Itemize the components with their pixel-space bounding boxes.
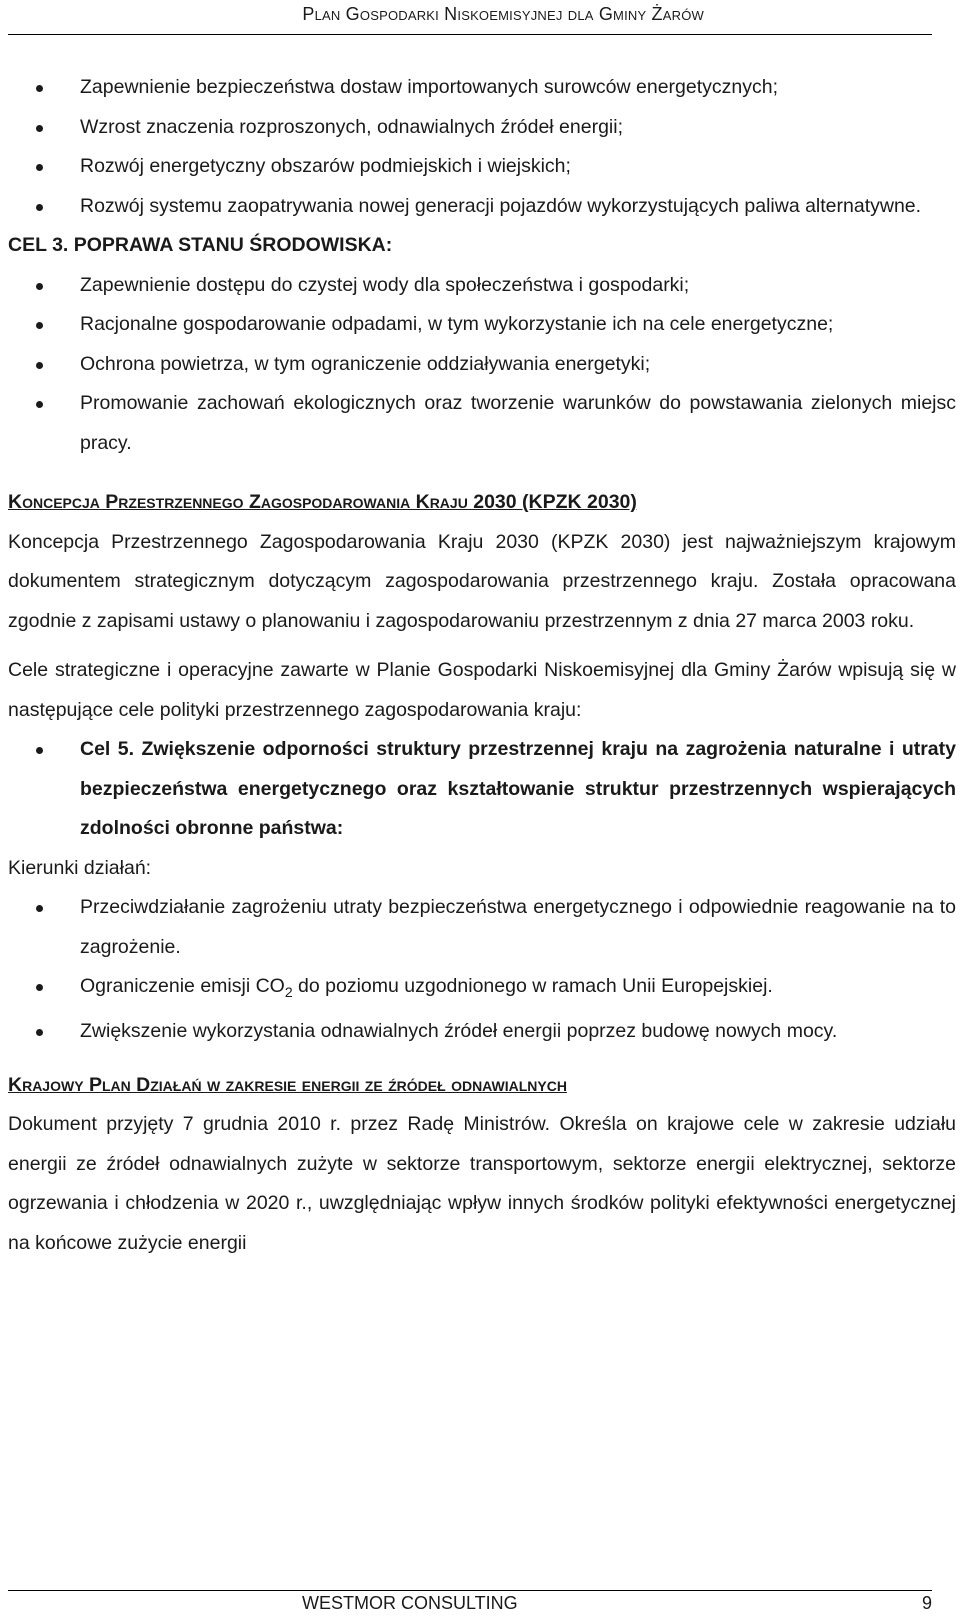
list-item: Zwiększenie wykorzystania odnawialnych źródeł energii poprzez budowę nowych mocy.	[8, 1012, 956, 1052]
list-item: Wzrost znaczenia rozproszonych, odnawialnych źródeł energii;	[8, 108, 956, 148]
kpd-paragraph: Dokument przyjęty 7 grudnia 2010 r. przez Radę Ministrów. Określa on krajowe cele w zakresie udziału energii ze źródeł odnawialnych zużyte w sektorze transportowym, sektorze energii elektrycznej, sektorze ogrzewania i chłodzenia w 2020 r., uwzględniając wpływ innych środków polityki efektywności energetycznej na końcowe zużycie energii	[8, 1113, 956, 1254]
list-item: Przeciwdziałanie zagrożeniu utraty bezpieczeństwa energetycznego i odpowiednie reagowanie na to zagrożenie.	[8, 888, 956, 967]
list-item: Racjonalne gospodarowanie odpadami, w tym wykorzystanie ich na cele energetyczne;	[8, 305, 956, 345]
cel5-list	[8, 730, 956, 849]
list-item: Promowanie zachowań ekologicznych oraz tworzenie warunków do powstawania zielonych miejsc pracy.	[8, 384, 956, 463]
kpd-heading: Krajowy Plan Działań w zakresie energii ze źródeł odnawialnych	[8, 1073, 567, 1096]
header-title: Plan Gospodarki Niskoemisyjnej dla Gminy Żarów	[302, 4, 704, 24]
co2-text-post: do poziomu uzgodnionego w ramach Unii Europejskiej.	[292, 975, 773, 997]
page-footer	[8, 1590, 932, 1618]
footer-company: WESTMOR CONSULTING	[302, 1593, 518, 1613]
action-list	[8, 967, 956, 1052]
list-item: Rozwój systemu zaopatrywania nowej generacji pojazdów wykorzystujących paliwa alternatywne.	[8, 187, 956, 227]
kpzk-paragraph-1: Koncepcja Przestrzennego Zagospodarowania Kraju 2030 (KPZK 2030) jest najważniejszym krajowym dokumentem strategicznym dotyczącym zagospodarowania przestrzennego kraju. Została opracowana zgodnie z zapisami ustawy o planowaniu i zagospodarowaniu przestrzennym z dnia 27 marca 2003 roku.	[8, 530, 956, 632]
page-header	[8, 0, 932, 35]
page-content	[8, 68, 956, 1263]
cel3-bullet-list	[8, 266, 956, 464]
list-item: Zapewnienie bezpieczeństwa dostaw importowanych surowców energetycznych;	[8, 68, 956, 108]
co2-text-pre: Ograniczenie emisji CO	[80, 975, 285, 997]
kpzk-paragraph-2: Cele strategiczne i operacyjne zawarte w Planie Gospodarki Niskoemisyjnej dla Gminy Żarów wpisują się w następujące cele polityki przestrzennego zagospodarowania kraju:	[8, 659, 956, 721]
co2-subscript: 2	[284, 983, 293, 1000]
page-number: 9	[921, 1593, 932, 1613]
kpzk-heading: Koncepcja Przestrzennego Zagospodarowania Kraju 2030 (KPZK 2030)	[8, 491, 637, 513]
kierunki-label: Kierunki działań:	[8, 856, 152, 879]
action1-list	[8, 888, 956, 967]
list-item: Rozwój energetyczny obszarów podmiejskich i wiejskich;	[8, 147, 956, 187]
list-item-co2	[8, 967, 956, 1012]
list-item: Ochrona powietrza, w tym ograniczenie oddziaływania energetyki;	[8, 345, 956, 385]
list-item: Zapewnienie dostępu do czystej wody dla społeczeństwa i gospodarki;	[8, 266, 956, 306]
cel5-item: Cel 5. Zwiększenie odporności struktury przestrzennej kraju na zagrożenia naturalne i utraty bezpieczeństwa energetycznego oraz kształtowanie struktur przestrzennych wspierających zdolności obronne państwa:	[8, 730, 956, 849]
cel2-bullet-list	[8, 68, 956, 226]
cel3-heading: CEL 3. POPRAWA STANU ŚRODOWISKA:	[8, 234, 393, 256]
